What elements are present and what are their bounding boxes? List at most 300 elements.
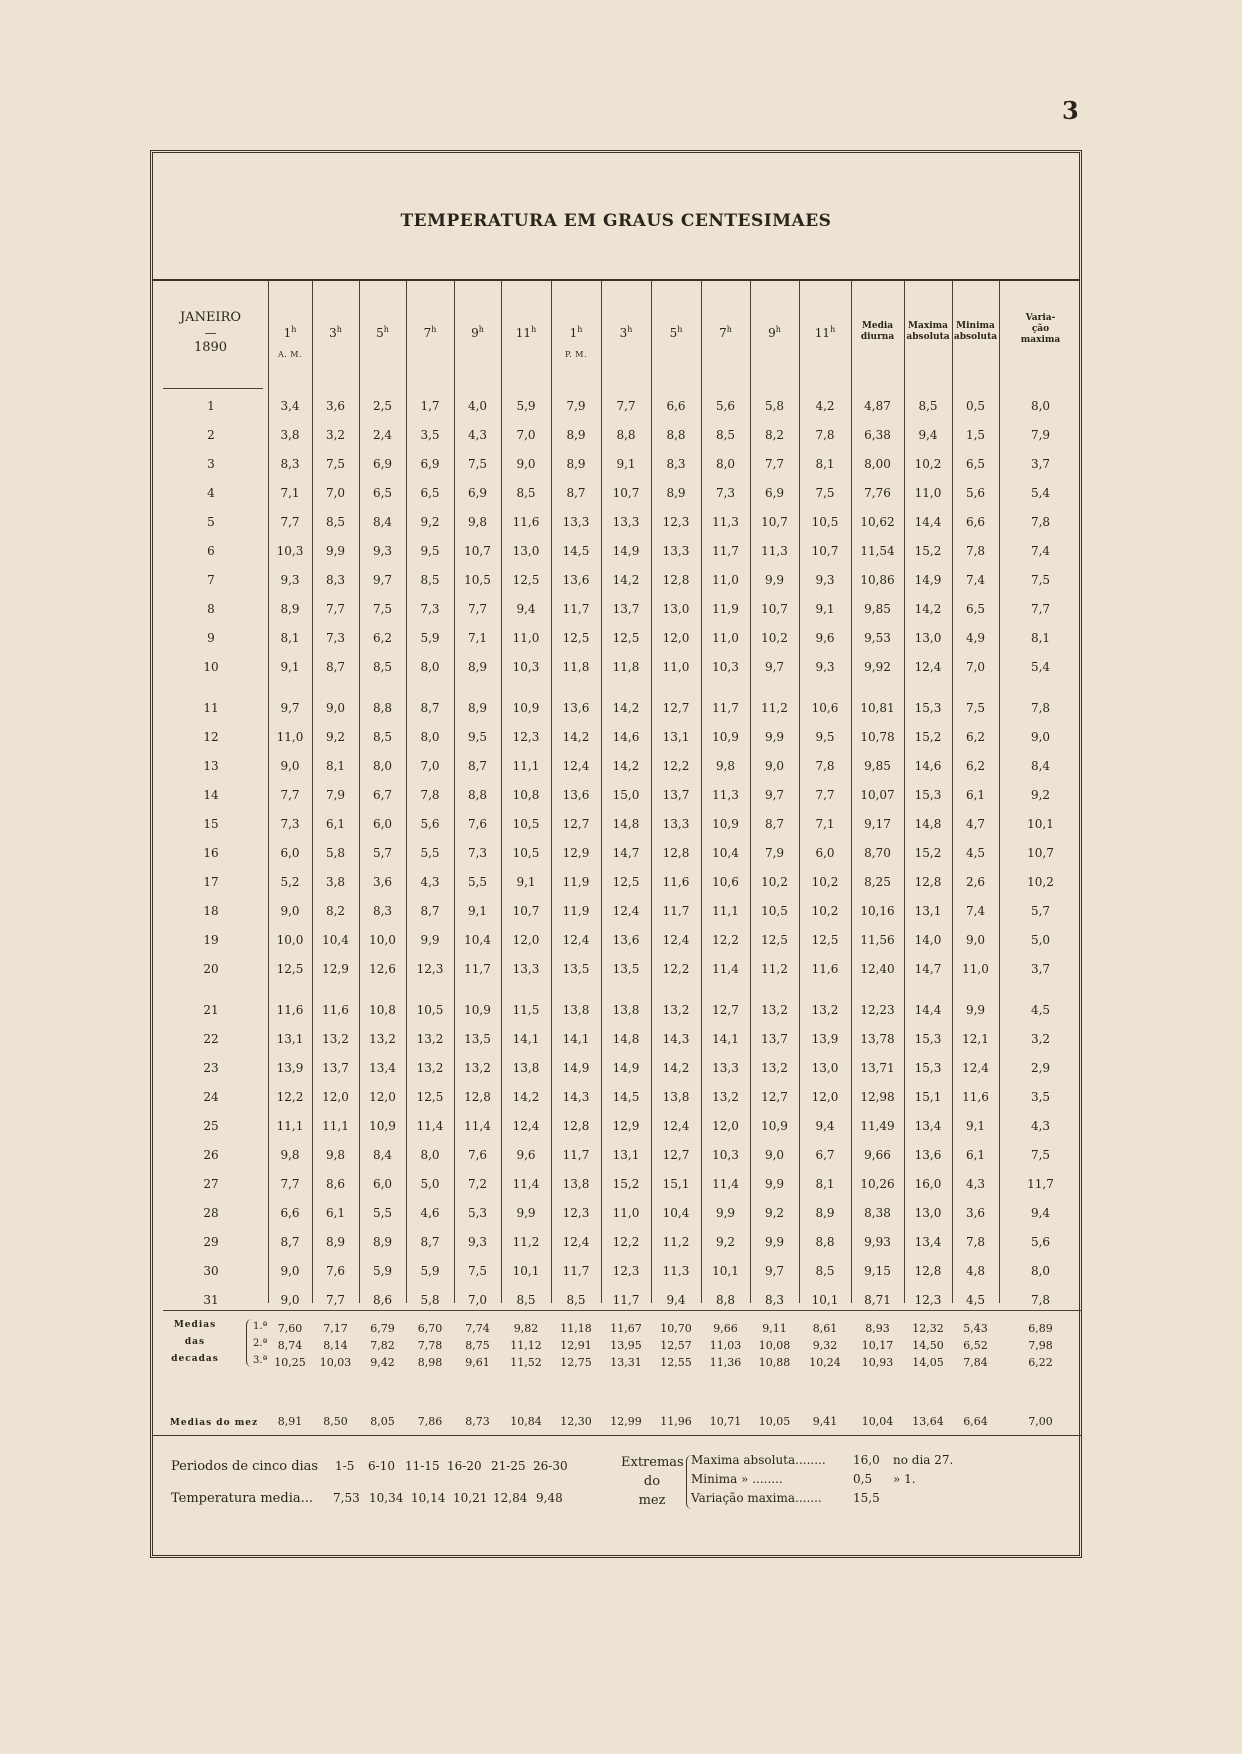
temperature-cell: 9,3 bbox=[467, 1235, 488, 1249]
temperature-cell: 7,0 bbox=[516, 428, 536, 442]
page-number: 3 bbox=[1062, 96, 1079, 125]
temperature-cell: 8,9 bbox=[666, 486, 686, 500]
temperature-cell: 13,6 bbox=[562, 573, 590, 587]
decade-mean-cell: 12,91 bbox=[560, 1339, 592, 1352]
hour-header bbox=[799, 323, 851, 340]
temperature-cell: 9,2 bbox=[325, 730, 346, 744]
temperature-cell: 8,9 bbox=[325, 1235, 346, 1249]
day-number: 20 bbox=[203, 962, 219, 976]
temperature-cell: 8,9 bbox=[372, 1235, 393, 1249]
temperature-cell: 8,5 bbox=[815, 1264, 835, 1278]
temperature-cell: 8,7 bbox=[420, 1235, 440, 1249]
hour-number: 11 bbox=[814, 326, 831, 340]
temperature-cell: 13,5 bbox=[464, 1032, 491, 1046]
temperature-cell: 5,5 bbox=[420, 846, 440, 860]
month-mean-cell: 8,91 bbox=[277, 1415, 303, 1428]
decade-mean-cell: 11,52 bbox=[510, 1356, 542, 1369]
hour-suffix: h bbox=[478, 325, 484, 334]
day-number: 26 bbox=[203, 1148, 219, 1162]
temperature-cell: 13,1 bbox=[914, 904, 942, 918]
temperature-cell: 7,0 bbox=[325, 486, 346, 500]
decade-mean-cell: 14,50 bbox=[912, 1339, 944, 1352]
temperature-cell: 6,9 bbox=[764, 486, 785, 500]
stat-header-line: ção bbox=[1031, 324, 1050, 334]
temperature-cell: 9,4 bbox=[918, 428, 938, 442]
temperature-cell: 8,0 bbox=[715, 457, 736, 471]
temperature-cell: 13,8 bbox=[562, 1003, 590, 1017]
hour-suffix: h bbox=[383, 325, 389, 334]
hour-header bbox=[701, 323, 750, 340]
temperature-cell: 6,5 bbox=[965, 457, 986, 471]
temperature-cell: 7,1 bbox=[280, 486, 300, 500]
hour-suffix: h bbox=[775, 325, 781, 334]
temperature-cell: 11,4 bbox=[512, 1177, 540, 1191]
temperature-cell: 9,9 bbox=[764, 1177, 785, 1191]
temperature-cell: 14,8 bbox=[612, 1032, 640, 1046]
temperature-cell: 5,6 bbox=[1030, 1235, 1051, 1249]
extreme-value: 0,5 bbox=[853, 1472, 873, 1486]
temperature-cell: 14,5 bbox=[562, 544, 590, 558]
temperature-cell: 12,3 bbox=[914, 1293, 942, 1307]
temperature-cell: 11,1 bbox=[276, 1119, 304, 1133]
temperature-cell: 7,0 bbox=[467, 1293, 488, 1307]
temperature-cell: 8,5 bbox=[516, 1293, 536, 1307]
temperature-cell: 9,5 bbox=[815, 730, 835, 744]
temperature-cell: 5,5 bbox=[467, 875, 488, 889]
temperature-cell: 8,8 bbox=[715, 1293, 736, 1307]
temperature-cell: 15,2 bbox=[914, 544, 942, 558]
temperature-cell: 6,6 bbox=[280, 1206, 300, 1220]
temperature-cell: 5,0 bbox=[420, 1177, 440, 1191]
temperature-cell: 7,3 bbox=[715, 486, 736, 500]
temperature-cell: 11,6 bbox=[962, 1090, 989, 1104]
temperature-cell: 13,2 bbox=[416, 1061, 444, 1075]
temperature-cell: 12,40 bbox=[860, 962, 895, 976]
decade-mean-cell: 8,74 bbox=[277, 1339, 303, 1352]
temperature-cell: 9,1 bbox=[815, 602, 835, 616]
temperature-cell: 4,3 bbox=[420, 875, 440, 889]
temperature-cell: 11,9 bbox=[562, 875, 590, 889]
hour-header bbox=[601, 323, 651, 340]
day-number: 25 bbox=[203, 1119, 219, 1133]
temperature-cell: 11,4 bbox=[416, 1119, 444, 1133]
month-mean-cell: 8,73 bbox=[465, 1415, 490, 1428]
temperature-cell: 7,7 bbox=[280, 788, 300, 802]
temperature-cell: 13,2 bbox=[464, 1061, 491, 1075]
temperature-cell: 10,1 bbox=[811, 1293, 839, 1307]
temperature-cell: 3,6 bbox=[965, 1206, 986, 1220]
extreme-label: Variação maxima....... bbox=[691, 1491, 822, 1505]
decade-mean-cell: 9,32 bbox=[812, 1339, 838, 1352]
temperature-cell: 7,5 bbox=[1030, 1148, 1051, 1162]
temperature-cell: 4,5 bbox=[1030, 1003, 1051, 1017]
day-number: 16 bbox=[203, 846, 219, 860]
temperature-cell: 9,6 bbox=[815, 631, 835, 645]
temperature-cell: 8,7 bbox=[467, 759, 488, 773]
month-mean-cell: 7,86 bbox=[417, 1415, 443, 1428]
temperature-cell: 12,0 bbox=[512, 933, 540, 947]
temperature-cell: 12,3 bbox=[662, 515, 690, 529]
temperature-cell: 10,5 bbox=[512, 817, 540, 831]
temperature-cell: 5,4 bbox=[1030, 486, 1051, 500]
temperature-cell: 13,2 bbox=[761, 1003, 788, 1017]
temperature-cell: 12,7 bbox=[662, 1148, 690, 1162]
hour-suffix: h bbox=[677, 325, 683, 334]
temperature-cell: 14,3 bbox=[562, 1090, 590, 1104]
period-mean: 10,34 bbox=[369, 1491, 404, 1505]
temperature-cell: 8,7 bbox=[280, 1235, 300, 1249]
decade-mean-cell: 6,79 bbox=[370, 1322, 395, 1335]
temperature-cell: 11,7 bbox=[562, 1264, 590, 1278]
temperature-cell: 11,7 bbox=[562, 1148, 590, 1162]
temperature-cell: 9,9 bbox=[715, 1206, 736, 1220]
temperature-cell: 11,4 bbox=[712, 1177, 739, 1191]
temperature-cell: 9,9 bbox=[764, 1235, 785, 1249]
stat-header bbox=[904, 321, 952, 343]
day-number: 2 bbox=[207, 428, 215, 442]
temperature-cell: 15,3 bbox=[914, 1032, 942, 1046]
decade-ordinal: 2.ª bbox=[253, 1338, 268, 1349]
month-mean-cell: 10,71 bbox=[709, 1415, 742, 1428]
temperature-cell: 10,78 bbox=[860, 730, 895, 744]
hour-header bbox=[359, 323, 406, 340]
temperature-cell: 9,7 bbox=[764, 788, 785, 802]
temperature-cell: 10,3 bbox=[512, 660, 540, 674]
decades-rule bbox=[163, 1310, 1082, 1311]
temperature-cell: 14,7 bbox=[914, 962, 942, 976]
temperature-cell: 7,7 bbox=[764, 457, 785, 471]
temperature-cell: 8,7 bbox=[764, 817, 785, 831]
temperature-cell: 3,4 bbox=[280, 399, 300, 413]
temperature-cell: 11,0 bbox=[712, 631, 739, 645]
temperature-cell: 8,7 bbox=[325, 660, 346, 674]
temperature-cell: 9,3 bbox=[280, 573, 300, 587]
day-number: 31 bbox=[203, 1293, 219, 1307]
temperature-cell: 7,5 bbox=[965, 701, 986, 715]
temperature-cell: 11,4 bbox=[712, 962, 739, 976]
temperature-cell: 9,93 bbox=[864, 1235, 891, 1249]
hour-header bbox=[651, 323, 701, 340]
temperature-cell: 15,1 bbox=[914, 1090, 942, 1104]
temperature-cell: 9,8 bbox=[280, 1148, 300, 1162]
hour-number: 7 bbox=[423, 326, 432, 340]
period-range: 1-5 bbox=[335, 1459, 355, 1473]
hour-header bbox=[551, 323, 601, 362]
temperature-cell: 12,8 bbox=[662, 846, 690, 860]
temperature-cell: 14,8 bbox=[914, 817, 942, 831]
temperature-cell: 7,7 bbox=[280, 515, 300, 529]
temperature-cell: 7,9 bbox=[764, 846, 785, 860]
temperature-cell: 12,5 bbox=[562, 631, 590, 645]
temperature-cell: 5,9 bbox=[372, 1264, 393, 1278]
period-range: 11-15 bbox=[405, 1459, 440, 1473]
temperature-cell: 14,6 bbox=[612, 730, 640, 744]
temperature-cell: 7,5 bbox=[467, 1264, 488, 1278]
temperature-cell: 3,6 bbox=[325, 399, 346, 413]
temperature-cell: 11,3 bbox=[662, 1264, 690, 1278]
temperature-cell: 11,1 bbox=[512, 759, 540, 773]
temperature-cell: 8,71 bbox=[864, 1293, 891, 1307]
temperature-cell: 8,9 bbox=[467, 660, 488, 674]
temperature-cell: 8,7 bbox=[420, 904, 440, 918]
temperature-cell: 9,0 bbox=[280, 1264, 300, 1278]
temperature-cell: 12,5 bbox=[612, 631, 640, 645]
temperature-cell: 13,2 bbox=[811, 1003, 839, 1017]
temperature-cell: 12,0 bbox=[662, 631, 690, 645]
temperature-cell: 8,8 bbox=[372, 701, 393, 715]
temperature-cell: 5,7 bbox=[1030, 904, 1051, 918]
decade-mean-cell: 7,82 bbox=[370, 1339, 395, 1352]
temperature-cell: 10,7 bbox=[512, 904, 540, 918]
temperature-cell: 8,7 bbox=[420, 701, 440, 715]
temperature-cell: 13,0 bbox=[811, 1061, 839, 1075]
temperature-cell: 15,3 bbox=[914, 1061, 942, 1075]
temperature-cell: 9,2 bbox=[764, 1206, 785, 1220]
hour-suffix: h bbox=[830, 325, 836, 334]
decade-mean-cell: 10,70 bbox=[660, 1322, 692, 1335]
temperature-cell: 9,53 bbox=[864, 631, 891, 645]
temperature-cell: 7,3 bbox=[325, 631, 346, 645]
temperature-cell: 10,2 bbox=[761, 875, 788, 889]
temperature-cell: 11,3 bbox=[761, 544, 788, 558]
temperature-cell: 8,0 bbox=[420, 660, 440, 674]
temperature-cell: 10,81 bbox=[860, 701, 895, 715]
hour-suffix: h bbox=[627, 325, 633, 334]
temperature-cell: 13,2 bbox=[416, 1032, 444, 1046]
temperature-cell: 5,2 bbox=[280, 875, 300, 889]
temperature-cell: 4,2 bbox=[815, 399, 835, 413]
day-number: 17 bbox=[203, 875, 219, 889]
temperature-cell: 7,8 bbox=[1030, 1293, 1051, 1307]
extreme-value: 16,0 bbox=[853, 1453, 880, 1467]
temperature-cell: 4,3 bbox=[1030, 1119, 1051, 1133]
day-number: 11 bbox=[203, 701, 219, 715]
temperature-cell: 8,5 bbox=[516, 486, 536, 500]
temperature-cell: 8,7 bbox=[566, 486, 586, 500]
decade-mean-cell: 6,52 bbox=[963, 1339, 988, 1352]
day-number: 29 bbox=[203, 1235, 219, 1249]
hour-number: 9 bbox=[471, 326, 479, 340]
temperature-cell: 6,5 bbox=[372, 486, 393, 500]
temperature-cell: 15,3 bbox=[914, 788, 942, 802]
temperature-cell: 12,2 bbox=[662, 962, 690, 976]
temperature-cell: 10,1 bbox=[512, 1264, 540, 1278]
hour-suffix: h bbox=[336, 325, 342, 334]
decade-mean-cell: 11,67 bbox=[610, 1322, 642, 1335]
temperature-cell: 11,3 bbox=[712, 515, 739, 529]
period-mean: 7,53 bbox=[333, 1491, 360, 1505]
temperature-cell: 6,7 bbox=[815, 1148, 835, 1162]
hour-number: 5 bbox=[669, 326, 678, 340]
decade-mean-cell: 10,24 bbox=[809, 1356, 841, 1369]
hour-header bbox=[501, 323, 551, 340]
temperature-cell: 13,7 bbox=[612, 602, 640, 616]
temperature-cell: 9,1 bbox=[467, 904, 488, 918]
decade-mean-cell: 7,78 bbox=[417, 1339, 443, 1352]
temperature-cell: 14,4 bbox=[914, 1003, 942, 1017]
column-divider bbox=[999, 280, 1000, 1303]
temperature-cell: 12,9 bbox=[612, 1119, 640, 1133]
temperature-cell: 7,76 bbox=[864, 486, 891, 500]
period-mean: 10,14 bbox=[411, 1491, 446, 1505]
hour-number: 9 bbox=[768, 326, 776, 340]
temperature-cell: 11,56 bbox=[860, 933, 895, 947]
month-label: JANEIRO bbox=[179, 310, 242, 325]
temperature-cell: 10,07 bbox=[860, 788, 895, 802]
temperature-cell: 6,1 bbox=[325, 817, 346, 831]
hour-number: 11 bbox=[515, 326, 532, 340]
temperature-cell: 13,0 bbox=[662, 602, 690, 616]
temperature-cell: 13,3 bbox=[712, 1061, 739, 1075]
meridiem-label: P. M. bbox=[564, 350, 588, 359]
temperature-cell: 10,7 bbox=[811, 544, 839, 558]
temperature-cell: 6,9 bbox=[420, 457, 440, 471]
temperature-cell: 14,1 bbox=[562, 1032, 590, 1046]
temperature-cell: 9,1 bbox=[965, 1119, 986, 1133]
temperature-cell: 5,6 bbox=[420, 817, 440, 831]
temperature-cell: 7,7 bbox=[815, 788, 835, 802]
temperature-cell: 9,3 bbox=[815, 660, 835, 674]
temperature-cell: 9,3 bbox=[815, 573, 835, 587]
temperature-cell: 8,0 bbox=[420, 730, 440, 744]
temperature-cell: 11,7 bbox=[562, 602, 590, 616]
temperature-cell: 9,8 bbox=[715, 759, 736, 773]
extreme-suffix: no dia 27. bbox=[893, 1453, 954, 1467]
column-divider bbox=[454, 280, 455, 1303]
hour-header bbox=[268, 323, 312, 362]
temperature-cell: 10,6 bbox=[712, 875, 739, 889]
temperature-cell: 15,3 bbox=[914, 701, 942, 715]
day-number: 19 bbox=[203, 933, 219, 947]
temperature-cell: 15,2 bbox=[914, 846, 942, 860]
column-divider bbox=[312, 280, 313, 1303]
temperature-cell: 14,4 bbox=[914, 515, 942, 529]
temperature-cell: 14,0 bbox=[914, 933, 942, 947]
temperature-cell: 7,8 bbox=[815, 759, 835, 773]
temperature-cell: 10,9 bbox=[512, 701, 540, 715]
decade-mean-cell: 12,57 bbox=[660, 1339, 692, 1352]
temperature-cell: 11,6 bbox=[322, 1003, 349, 1017]
decade-mean-cell: 10,08 bbox=[758, 1339, 791, 1352]
temperature-cell: 11,8 bbox=[612, 660, 640, 674]
meridiem-label: A. M. bbox=[277, 350, 303, 359]
temperature-cell: 8,5 bbox=[372, 660, 393, 674]
temperature-cell: 10,62 bbox=[860, 515, 895, 529]
temperature-cell: 6,1 bbox=[965, 788, 986, 802]
temperature-cell: 13,6 bbox=[562, 701, 590, 715]
temperature-cell: 9,8 bbox=[467, 515, 488, 529]
temperature-cell: 6,6 bbox=[666, 399, 686, 413]
temperature-cell: 9,5 bbox=[420, 544, 440, 558]
temperature-cell: 3,7 bbox=[1030, 962, 1051, 976]
decade-mean-cell: 6,22 bbox=[1028, 1356, 1053, 1369]
temperature-cell: 13,1 bbox=[276, 1032, 304, 1046]
temperature-cell: 5,8 bbox=[420, 1293, 440, 1307]
temperature-cell: 15,1 bbox=[662, 1177, 690, 1191]
extreme-value: 15,5 bbox=[853, 1491, 880, 1505]
stat-header-line: absoluta bbox=[906, 332, 950, 342]
temperature-cell: 10,5 bbox=[761, 904, 788, 918]
temperature-cell: 11,5 bbox=[512, 1003, 540, 1017]
temperature-cell: 14,2 bbox=[914, 602, 942, 616]
temperature-cell: 14,9 bbox=[612, 1061, 640, 1075]
temperature-cell: 8,0 bbox=[420, 1148, 440, 1162]
decade-mean-cell: 8,75 bbox=[465, 1339, 490, 1352]
decade-mean-cell: 12,32 bbox=[912, 1322, 944, 1335]
hour-suffix: h bbox=[577, 325, 583, 334]
temperature-cell: 8,9 bbox=[467, 701, 488, 715]
temperature-cell: 9,0 bbox=[764, 759, 785, 773]
temperature-cell: 13,8 bbox=[612, 1003, 640, 1017]
temperature-cell: 11,6 bbox=[512, 515, 540, 529]
temperature-cell: 10,1 bbox=[712, 1264, 739, 1278]
temperature-cell: 7,4 bbox=[1030, 544, 1051, 558]
year-label: 1890 bbox=[193, 340, 228, 355]
temperature-cell: 2,4 bbox=[372, 428, 393, 442]
temperature-cell: 10,5 bbox=[811, 515, 839, 529]
temperature-cell: 8,25 bbox=[864, 875, 891, 889]
temperature-cell: 9,4 bbox=[666, 1293, 686, 1307]
stat-header-line: maxima bbox=[1020, 335, 1061, 345]
temperature-cell: 10,4 bbox=[464, 933, 491, 947]
temperature-cell: 12,5 bbox=[512, 573, 540, 587]
temperature-cell: 7,8 bbox=[965, 544, 986, 558]
temperature-cell: 10,6 bbox=[811, 701, 839, 715]
temperature-cell: 9,0 bbox=[764, 1148, 785, 1162]
decade-mean-cell: 7,60 bbox=[277, 1322, 303, 1335]
periods-label: Periodos de cinco dias bbox=[171, 1459, 319, 1474]
temperature-cell: 11,0 bbox=[276, 730, 304, 744]
temperature-cell: 4,5 bbox=[965, 1293, 986, 1307]
temperature-cell: 12,4 bbox=[914, 660, 942, 674]
temperature-cell: 13,1 bbox=[612, 1148, 640, 1162]
temperature-cell: 5,8 bbox=[764, 399, 785, 413]
temperature-cell: 12,4 bbox=[562, 1235, 590, 1249]
temperature-cell: 13,3 bbox=[662, 544, 690, 558]
temperature-cell: 12,8 bbox=[914, 875, 942, 889]
month-mean-cell: 11,96 bbox=[660, 1415, 692, 1428]
temperature-cell: 14,7 bbox=[612, 846, 640, 860]
temperature-cell: 4,5 bbox=[965, 846, 986, 860]
temperature-cell: 6,2 bbox=[965, 730, 986, 744]
temperature-cell: 11,49 bbox=[860, 1119, 895, 1133]
stat-header-line: diurna bbox=[860, 332, 895, 342]
period-mean: 9,48 bbox=[536, 1491, 563, 1505]
decade-mean-cell: 13,31 bbox=[610, 1356, 642, 1369]
hour-header bbox=[750, 323, 799, 340]
temperature-cell: 7,9 bbox=[325, 788, 346, 802]
temperature-cell: 8,5 bbox=[325, 515, 346, 529]
temperature-cell: 7,8 bbox=[1030, 701, 1051, 715]
hour-suffix: h bbox=[531, 325, 537, 334]
temperature-cell: 10,4 bbox=[712, 846, 739, 860]
temperature-cell: 9,92 bbox=[864, 660, 891, 674]
temperature-cell: 12,2 bbox=[662, 759, 690, 773]
temperature-cell: 10,0 bbox=[276, 933, 304, 947]
temperature-cell: 11,2 bbox=[761, 701, 788, 715]
temperature-cell: 10,9 bbox=[369, 1119, 396, 1133]
temperature-cell: 8,9 bbox=[280, 602, 300, 616]
temperature-cell: 12,4 bbox=[612, 904, 640, 918]
temperature-cell: 7,3 bbox=[280, 817, 300, 831]
temperature-cell: 14,2 bbox=[512, 1090, 540, 1104]
temperature-cell: 10,0 bbox=[369, 933, 396, 947]
temperature-cell: 12,8 bbox=[662, 573, 690, 587]
period-range: 26-30 bbox=[533, 1459, 568, 1473]
temperature-cell: 11,0 bbox=[914, 486, 942, 500]
temperature-cell: 8,1 bbox=[280, 631, 300, 645]
temperature-cell: 3,5 bbox=[1030, 1090, 1051, 1104]
